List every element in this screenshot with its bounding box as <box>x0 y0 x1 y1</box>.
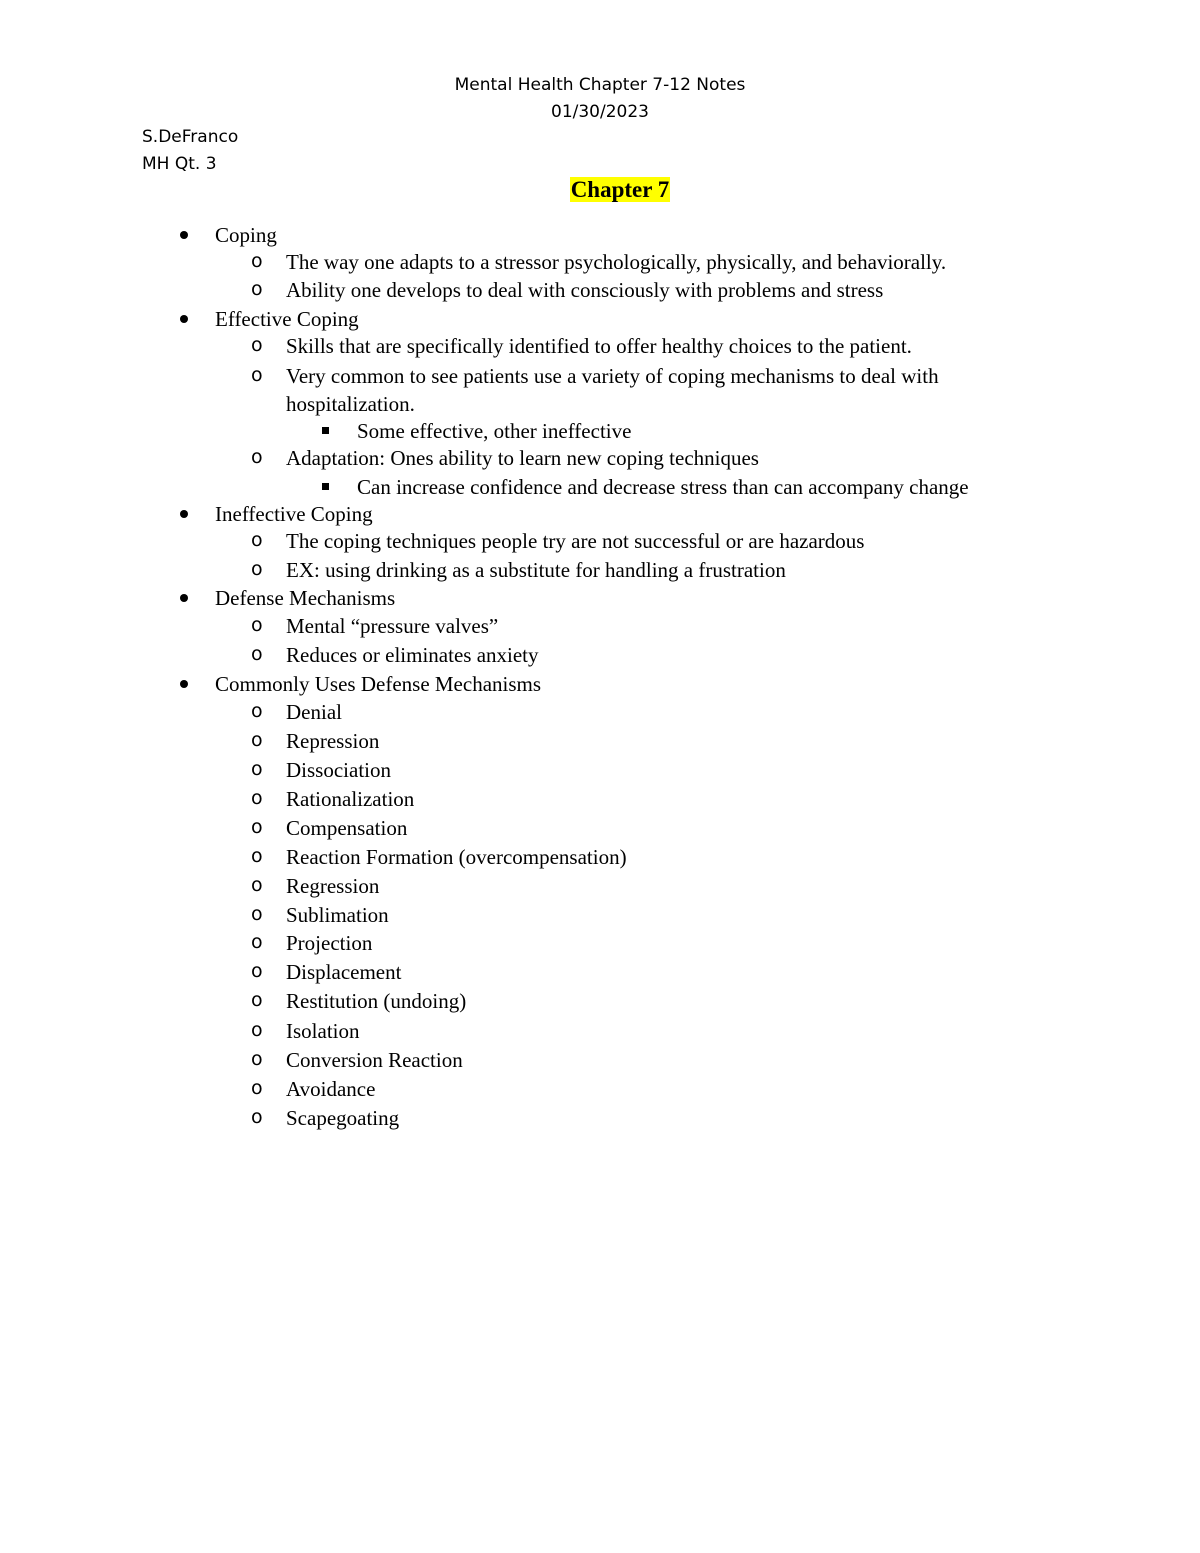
bullet-square-icon <box>322 427 329 434</box>
list-item-level-2: Regression <box>286 874 380 898</box>
list-item-level-2: Scapegoating <box>286 1106 400 1130</box>
bullet-circle-icon: o <box>251 250 263 272</box>
list-item-level-3: Some effective, other ineffective <box>357 419 632 443</box>
chapter-heading <box>0 176 1200 204</box>
list-item-level-2: Reduces or eliminates anxiety <box>286 643 539 667</box>
bullet-circle-icon: o <box>251 931 263 953</box>
list-item-level-1: Defense Mechanisms <box>215 586 396 610</box>
chapter-title: Chapter 7 <box>570 177 670 202</box>
bullet-circle-icon: o <box>251 446 263 468</box>
list-item-level-2: Avoidance <box>286 1077 376 1101</box>
document-date: 01/30/2023 <box>551 102 649 122</box>
list-item-level-2: The coping techniques people try are not successful or are hazardous <box>286 529 865 553</box>
bullet-circle-icon: o <box>251 1019 263 1041</box>
bullet-circle-icon: o <box>251 334 263 356</box>
list-item-level-2: Repression <box>286 729 380 753</box>
bullet-disc-icon <box>180 594 188 602</box>
list-item-level-2: Conversion Reaction <box>286 1048 463 1072</box>
list-item-level-2: Mental “pressure valves” <box>286 614 499 638</box>
bullet-circle-icon: o <box>251 989 263 1011</box>
bullet-circle-icon: o <box>251 845 263 867</box>
bullet-circle-icon: o <box>251 874 263 896</box>
list-item-level-2: The way one adapts to a stressor psychologically, physically, and behaviorally. <box>286 250 947 274</box>
bullet-circle-icon: o <box>251 787 263 809</box>
course-label: MH Qt. 3 <box>142 154 217 174</box>
bullet-circle-icon: o <box>251 643 263 665</box>
list-item-level-2: Reaction Formation (overcompensation) <box>286 845 627 869</box>
list-item-level-1: Effective Coping <box>215 307 359 331</box>
author-name: S.DeFranco <box>142 127 239 147</box>
bullet-circle-icon: o <box>251 729 263 751</box>
bullet-circle-icon: o <box>251 614 263 636</box>
bullet-disc-icon <box>180 510 188 518</box>
list-item-level-1: Commonly Uses Defense Mechanisms <box>215 672 542 696</box>
bullet-circle-icon: o <box>251 903 263 925</box>
bullet-disc-icon <box>180 680 188 688</box>
bullet-disc-icon <box>180 315 188 323</box>
list-item-level-2: Dissociation <box>286 758 391 782</box>
list-item-level-2: Rationalization <box>286 787 415 811</box>
list-item-level-1: Ineffective Coping <box>215 502 373 526</box>
bullet-circle-icon: o <box>251 758 263 780</box>
list-item-level-2: Adaptation: Ones ability to learn new coping techniques <box>286 446 759 470</box>
bullet-circle-icon: o <box>251 1077 263 1099</box>
list-item-level-2: Denial <box>286 700 342 724</box>
bullet-circle-icon: o <box>251 1048 263 1070</box>
list-item-level-2: Ability one develops to deal with consciously with problems and stress <box>286 278 884 302</box>
bullet-circle-icon: o <box>251 816 263 838</box>
bullet-square-icon <box>322 483 329 490</box>
list-item-level-2: Restitution (undoing) <box>286 989 467 1013</box>
list-item-level-2: Displacement <box>286 960 402 984</box>
list-item-level-2: Very common to see patients use a variety of coping mechanisms to deal with <box>286 364 939 388</box>
bullet-circle-icon: o <box>251 960 263 982</box>
list-item-level-1: Coping <box>215 223 277 247</box>
list-item-level-2: Isolation <box>286 1019 360 1043</box>
document-title: Mental Health Chapter 7-12 Notes <box>454 75 746 95</box>
bullet-circle-icon: o <box>251 364 263 386</box>
list-item-level-2: hospitalization. <box>286 392 415 416</box>
bullet-circle-icon: o <box>251 700 263 722</box>
bullet-circle-icon: o <box>251 529 263 551</box>
bullet-circle-icon: o <box>251 278 263 300</box>
list-item-level-2: Compensation <box>286 816 408 840</box>
list-item-level-3: Can increase confidence and decrease stress than can accompany change <box>357 475 969 499</box>
bullet-circle-icon: o <box>251 1106 263 1128</box>
list-item-level-2: Skills that are specifically identified to offer healthy choices to the patient. <box>286 334 912 358</box>
list-item-level-2: Sublimation <box>286 903 389 927</box>
list-item-level-2: Projection <box>286 931 373 955</box>
list-item-level-2: EX: using drinking as a substitute for handling a frustration <box>286 558 786 582</box>
bullet-disc-icon <box>180 231 188 239</box>
bullet-circle-icon: o <box>251 558 263 580</box>
